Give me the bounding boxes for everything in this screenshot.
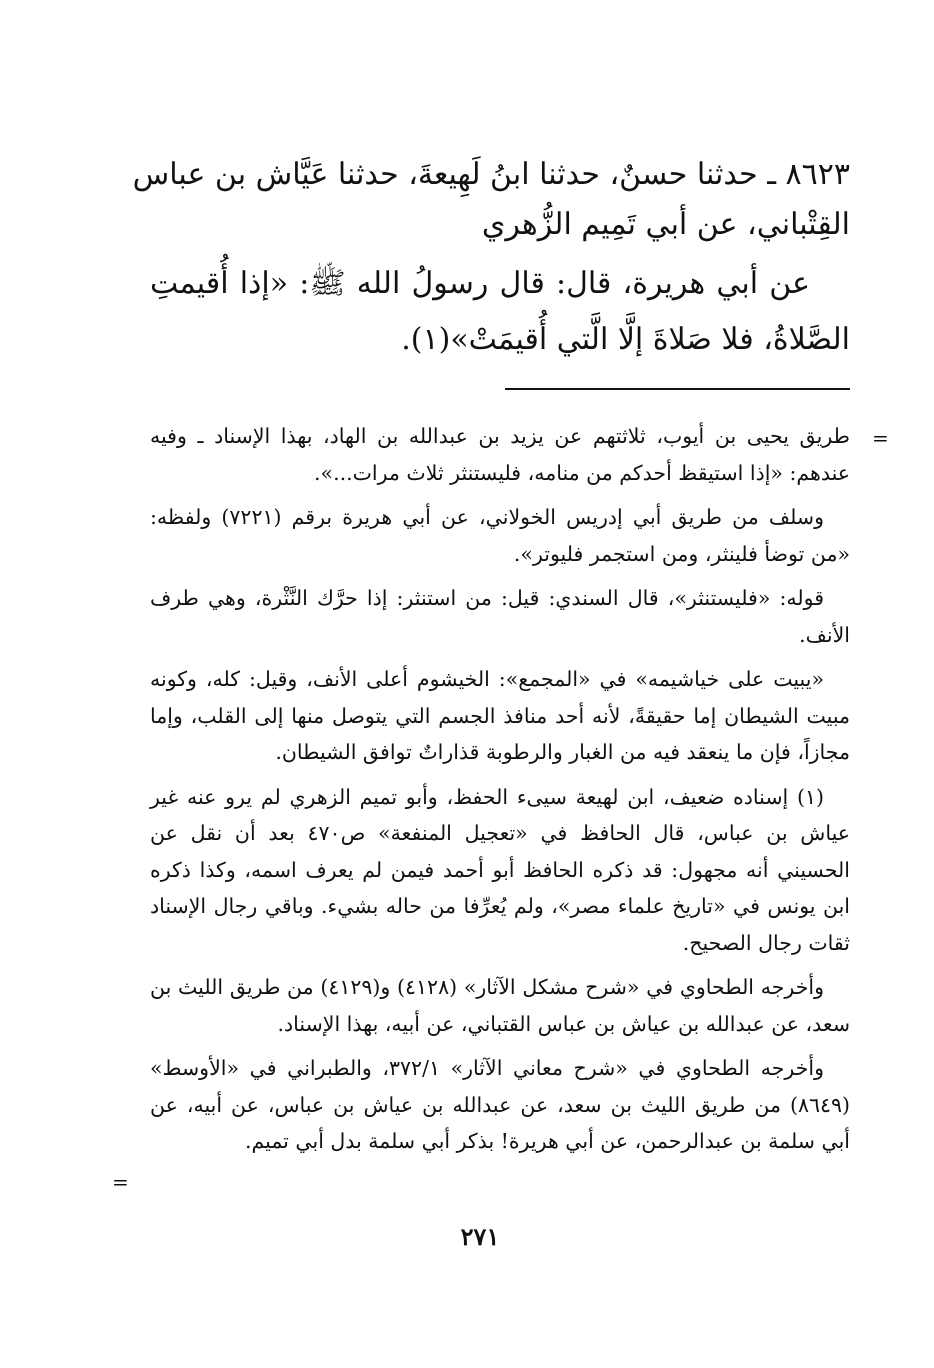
hadith-chain-line-1: ٨٦٢٣ ـ حدثنا حسنٌ، حدثنا ابنُ لَهِيعةَ، حدثنا عَيَّاش بن عباس xyxy=(132,157,850,192)
footnote-paragraph xyxy=(150,499,850,572)
page-number: ٢٧١ xyxy=(460,1222,500,1251)
hadith-main-text xyxy=(132,150,850,368)
footnote-paragraph xyxy=(150,661,850,771)
hadith-body xyxy=(150,256,850,368)
footnote-paragraph xyxy=(150,969,850,1042)
footnote-text: وأخرجه الطحاوي في «شرح معاني الآثار» ٣٧٢/١، والطبراني في «الأوسط» (٨٦٤٩) من طريق الليث بن سعد، عن عبدالله بن عياش بن عباس، عن أبيه، عن أبي سلمة بن عبدالرحمن، عن أبي هريرة! بذكر أبي سلمة بدل أبي تميم. xyxy=(150,1056,850,1153)
footnote-text: قوله: «فليستنثر»، قال السندي: قيل: من استنثر: إذا حرَّك النَّثْرة، وهي طرف الأنف. xyxy=(150,586,850,647)
continuation-mark-top: = xyxy=(872,426,889,450)
footnote-paragraph xyxy=(150,1050,850,1160)
footnote-text: (١) إسناده ضعيف، ابن لهيعة سيىء الحفظ، وأبو تميم الزهري لم يرو عنه غير عياش بن عباس، قال الحافظ في «تعجيل المنفعة» ص٤٧٠ بعد أن نقل عن الحسيني أنه مجهول: قد ذكره الحافظ أبو أحمد فيمن لم يعرف اسمه، وكذا ذكره ابن يونس في «تاريخ علماء مصر»، ولم يُعرِّفا من حاله بشيء. وباقي رجال الإسناد ثقات رجال الصحيح. xyxy=(150,784,850,955)
footnote-text: وأخرجه الطحاوي في «شرح مشكل الآثار» (٤١٢٨) و(٤١٢٩) من طريق الليث بن سعد، عن عبدالله بن عياش بن عباس القتباني، عن أبيه، بهذا الإسناد. xyxy=(150,975,850,1036)
footnote-paragraph xyxy=(150,580,850,653)
continuation-mark-bottom: = xyxy=(112,1170,129,1194)
footnote-paragraph xyxy=(150,779,850,962)
footnote-text: «يبيت على خياشيمه» في «المجمع»: الخيشوم أعلى الأنف، وقيل: كله، وكونه مبيت الشيطان إما حقيقةً، لأنه أحد منافذ الجسم التي يتوصل منها إلى القلب، وإما مجازاً، فإن ما ينعقد فيه من الغبار والرطوبة قذاراتٌ توافق الشيطان. xyxy=(150,667,850,764)
hadith-chain-line-2: القِتْباني، عن أبي تَمِيم الزُّهري xyxy=(481,207,850,242)
footnotes-section xyxy=(150,418,850,1168)
hadith-body-text: عن أبي هريرة، قال: قال رسولُ الله ﷺ: «إذا أُقيمتِ الصَّلاةُ، فلا صَلاةَ إلَّا الَّتي أُقيمَتْ»(١). xyxy=(150,266,850,357)
footnote-separator xyxy=(505,388,850,390)
footnote-text: طريق يحيى بن أيوب، ثلاثتهم عن يزيد بن عبدالله بن الهاد، بهذا الإسناد ـ وفيه عندهم: «إذا استيقظ أحدكم من منامه، فليستنثر ثلاث مرات...». xyxy=(150,424,850,485)
footnote-text: وسلف من طريق أبي إدريس الخولاني، عن أبي هريرة برقم (٧٢٢١) ولفظه: «من توضأ فلينثر، ومن استجمر فليوتر». xyxy=(150,505,850,566)
footnote-paragraph xyxy=(150,418,850,491)
